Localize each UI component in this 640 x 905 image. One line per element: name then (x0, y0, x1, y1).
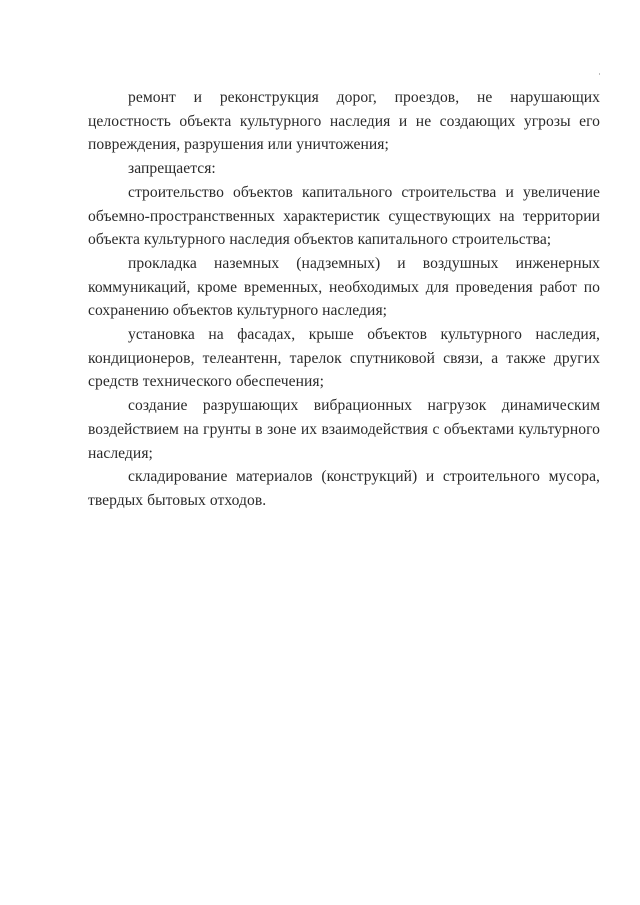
document-body (88, 86, 600, 513)
paragraph-vibration-loads: создание разрушающих вибрационных нагрузок динамическим воздействием на грунты в зоне их взаимодействия с объектами культурного наследия; (88, 397, 600, 462)
paragraph-road-repair: ремонт и реконструкция дорог, проездов, не нарушающих целостность объекта культурного наследия и не создающих угрозы его повреждения, разрушения или уничтожения; (88, 89, 600, 154)
paragraph-facade-equipment: установка на фасадах, крыше объектов культурного наследия, кондиционеров, телеантенн, тарелок спутниковой связи, а также других средств технического обеспечения; (88, 326, 600, 391)
paragraph-engineering-communications: прокладка наземных (надземных) и воздушных инженерных коммуникаций, кроме временных, необходимых для проведения работ по сохранению объектов культурного наследия; (88, 254, 600, 320)
paragraph-prohibited-heading: запрещается: (128, 160, 216, 178)
paragraph-storage-waste: складирование материалов (конструкций) и строительного мусора, твердых бытовых отходов. (88, 468, 600, 509)
scan-artifact (599, 73, 600, 75)
paragraph-capital-construction: строительство объектов капитального строительства и увеличение объемно-пространственных характеристик существующих на территории объекта культурного наследия объектов капитального строительства; (88, 183, 600, 249)
